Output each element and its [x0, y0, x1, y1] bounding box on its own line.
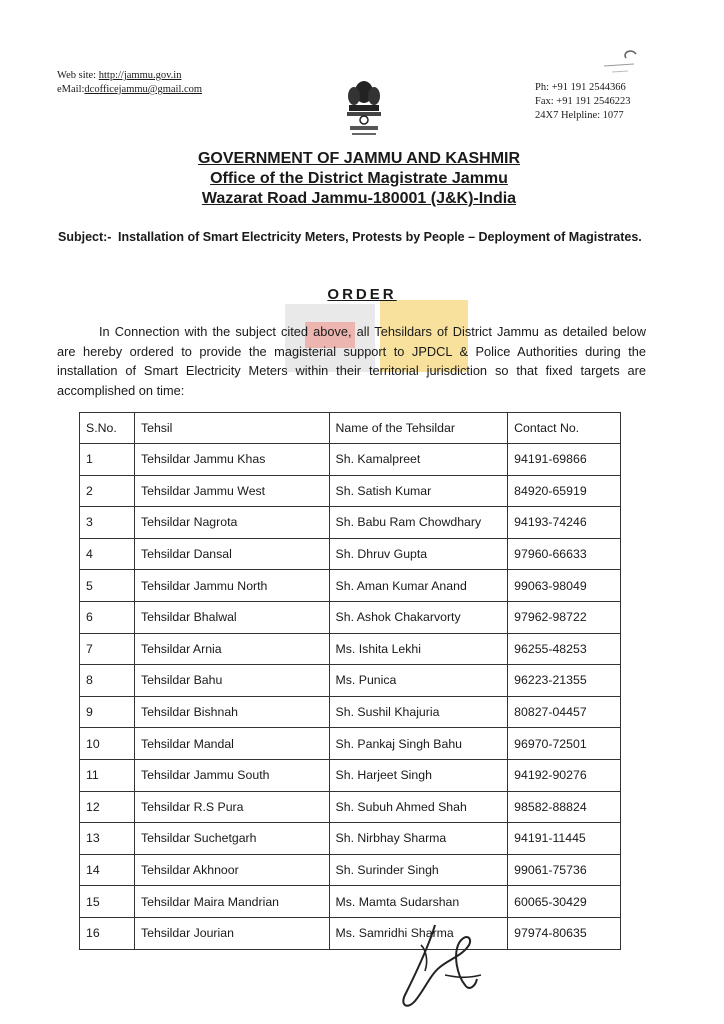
cell-tehsildar-name: Sh. Surinder Singh	[329, 854, 508, 886]
cell-tehsil: Tehsildar Jammu West	[134, 475, 329, 507]
cell-tehsildar-name: Ms. Ishita Lekhi	[329, 633, 508, 665]
cell-contact: 97974-80635	[508, 917, 621, 949]
table-header-row	[80, 413, 621, 444]
table-row	[80, 444, 621, 476]
cell-sno: 13	[80, 823, 135, 855]
cell-contact: 99063-98049	[508, 570, 621, 602]
cell-tehsildar-name: Ms. Punica	[329, 665, 508, 697]
cell-tehsil: Tehsildar Jourian	[134, 917, 329, 949]
website-label: Web site:	[57, 70, 97, 81]
helpline-number: 24X7 Helpline: 1077	[535, 110, 624, 121]
cell-tehsil: Tehsildar Bishnah	[134, 696, 329, 728]
cell-tehsildar-name: Sh. Dhruv Gupta	[329, 538, 508, 570]
signature-mark	[385, 915, 495, 1015]
cell-sno: 10	[80, 728, 135, 760]
table-row	[80, 633, 621, 665]
cell-contact: 96223-21355	[508, 665, 621, 697]
cell-tehsildar-name: Sh. Aman Kumar Anand	[329, 570, 508, 602]
cell-sno: 5	[80, 570, 135, 602]
order-title: ORDER	[327, 286, 397, 303]
table-row	[80, 728, 621, 760]
table-row	[80, 759, 621, 791]
cell-sno: 8	[80, 665, 135, 697]
header-tehsildar-name: Name of the Tehsildar	[329, 413, 508, 444]
cell-tehsil: Tehsildar Suchetgarh	[134, 823, 329, 855]
government-heading: GOVERNMENT OF JAMMU AND KASHMIR	[197, 150, 521, 167]
cell-tehsildar-name: Sh. Sushil Khajuria	[329, 696, 508, 728]
cell-tehsil: Tehsildar Nagrota	[134, 507, 329, 539]
cell-tehsildar-name: Sh. Ashok Chakarvorty	[329, 601, 508, 633]
table-row	[80, 665, 621, 697]
cell-contact: 99061-75736	[508, 854, 621, 886]
table-row	[80, 507, 621, 539]
cell-sno: 14	[80, 854, 135, 886]
table-row	[80, 917, 621, 949]
state-emblem-icon	[340, 76, 388, 138]
table-row	[80, 696, 621, 728]
website-link[interactable]: http://jammu.gov.in	[98, 70, 182, 81]
cell-tehsildar-name: Sh. Pankaj Singh Bahu	[329, 728, 508, 760]
cell-tehsil: Tehsildar Arnia	[134, 633, 329, 665]
cell-sno: 6	[80, 601, 135, 633]
cell-tehsil: Tehsildar Jammu South	[134, 759, 329, 791]
subject-block	[58, 229, 654, 246]
cell-tehsil: Tehsildar Jammu Khas	[134, 444, 329, 476]
cell-contact: 98582-88824	[508, 791, 621, 823]
cell-contact: 96970-72501	[508, 728, 621, 760]
email-label: eMail:	[57, 84, 85, 95]
table-row	[80, 475, 621, 507]
table-row	[80, 538, 621, 570]
order-body-text: In Connection with the subject cited above, all Tehsildars of District Jammu as detailed below are hereby ordered to provide the magisterial support to JPDCL & Police Authorities during the installation of Smart Electricity Meters within their territorial jurisdiction so that fixed targets are accomplished on time:	[57, 324, 646, 398]
email-link[interactable]: dcofficejammu@gmail.com	[84, 84, 203, 95]
cell-tehsildar-name: Sh. Nirbhay Sharma	[329, 823, 508, 855]
office-heading: Office of the District Magistrate Jammu	[210, 170, 508, 187]
cell-sno: 15	[80, 886, 135, 918]
cell-contact: 97960-66633	[508, 538, 621, 570]
cell-tehsil: Tehsildar Maira Mandrian	[134, 886, 329, 918]
cell-sno: 2	[80, 475, 135, 507]
cell-sno: 9	[80, 696, 135, 728]
cell-tehsil: Tehsildar Mandal	[134, 728, 329, 760]
table-row	[80, 886, 621, 918]
cell-sno: 7	[80, 633, 135, 665]
header-sno: S.No.	[80, 413, 135, 444]
cell-sno: 4	[80, 538, 135, 570]
tehsildar-table	[79, 412, 621, 950]
table-row	[80, 823, 621, 855]
corner-logo-icon	[592, 44, 642, 76]
cell-contact: 94193-74246	[508, 507, 621, 539]
cell-sno: 16	[80, 917, 135, 949]
cell-tehsildar-name: Sh. Babu Ram Chowdhary	[329, 507, 508, 539]
cell-sno: 12	[80, 791, 135, 823]
subject-text: Installation of Smart Electricity Meters, Protests by People – Deployment of Magistrates.	[118, 230, 642, 244]
table-row	[80, 570, 621, 602]
table-row	[80, 854, 621, 886]
cell-tehsildar-name: Sh. Kamalpreet	[329, 444, 508, 476]
cell-contact: 94191-11445	[508, 823, 621, 855]
cell-sno: 11	[80, 759, 135, 791]
cell-sno: 1	[80, 444, 135, 476]
cell-tehsil: Tehsildar Dansal	[134, 538, 329, 570]
cell-contact: 60065-30429	[508, 886, 621, 918]
table-body	[80, 444, 621, 950]
cell-contact: 96255-48253	[508, 633, 621, 665]
cell-contact: 94192-90276	[508, 759, 621, 791]
phone-number: Ph: +91 191 2544366	[535, 82, 626, 93]
subject-label: Subject:-	[58, 230, 112, 244]
cell-tehsildar-name: Sh. Harjeet Singh	[329, 759, 508, 791]
header-contact: Contact No.	[508, 413, 621, 444]
address-heading: Wazarat Road Jammu-180001 (J&K)-India	[201, 190, 517, 207]
cell-tehsildar-name: Ms. Samridhi Sharma	[329, 917, 508, 949]
table-row	[80, 601, 621, 633]
cell-contact: 84920-65919	[508, 475, 621, 507]
cell-contact: 80827-04457	[508, 696, 621, 728]
cell-contact: 97962-98722	[508, 601, 621, 633]
cell-sno: 3	[80, 507, 135, 539]
table-row	[80, 791, 621, 823]
cell-tehsil: Tehsildar Bhalwal	[134, 601, 329, 633]
cell-tehsil: Tehsildar R.S Pura	[134, 791, 329, 823]
cell-tehsildar-name: Sh. Satish Kumar	[329, 475, 508, 507]
cell-tehsildar-name: Ms. Mamta Sudarshan	[329, 886, 508, 918]
cell-contact: 94191-69866	[508, 444, 621, 476]
header-tehsil: Tehsil	[134, 413, 329, 444]
cell-tehsildar-name: Sh. Subuh Ahmed Shah	[329, 791, 508, 823]
cell-tehsil: Tehsildar Akhnoor	[134, 854, 329, 886]
cell-tehsil: Tehsildar Bahu	[134, 665, 329, 697]
letterhead-contact-left	[57, 69, 202, 97]
fax-number: Fax: +91 191 2546223	[535, 96, 631, 107]
cell-tehsil: Tehsildar Jammu North	[134, 570, 329, 602]
letterhead-contact-right	[535, 81, 630, 123]
